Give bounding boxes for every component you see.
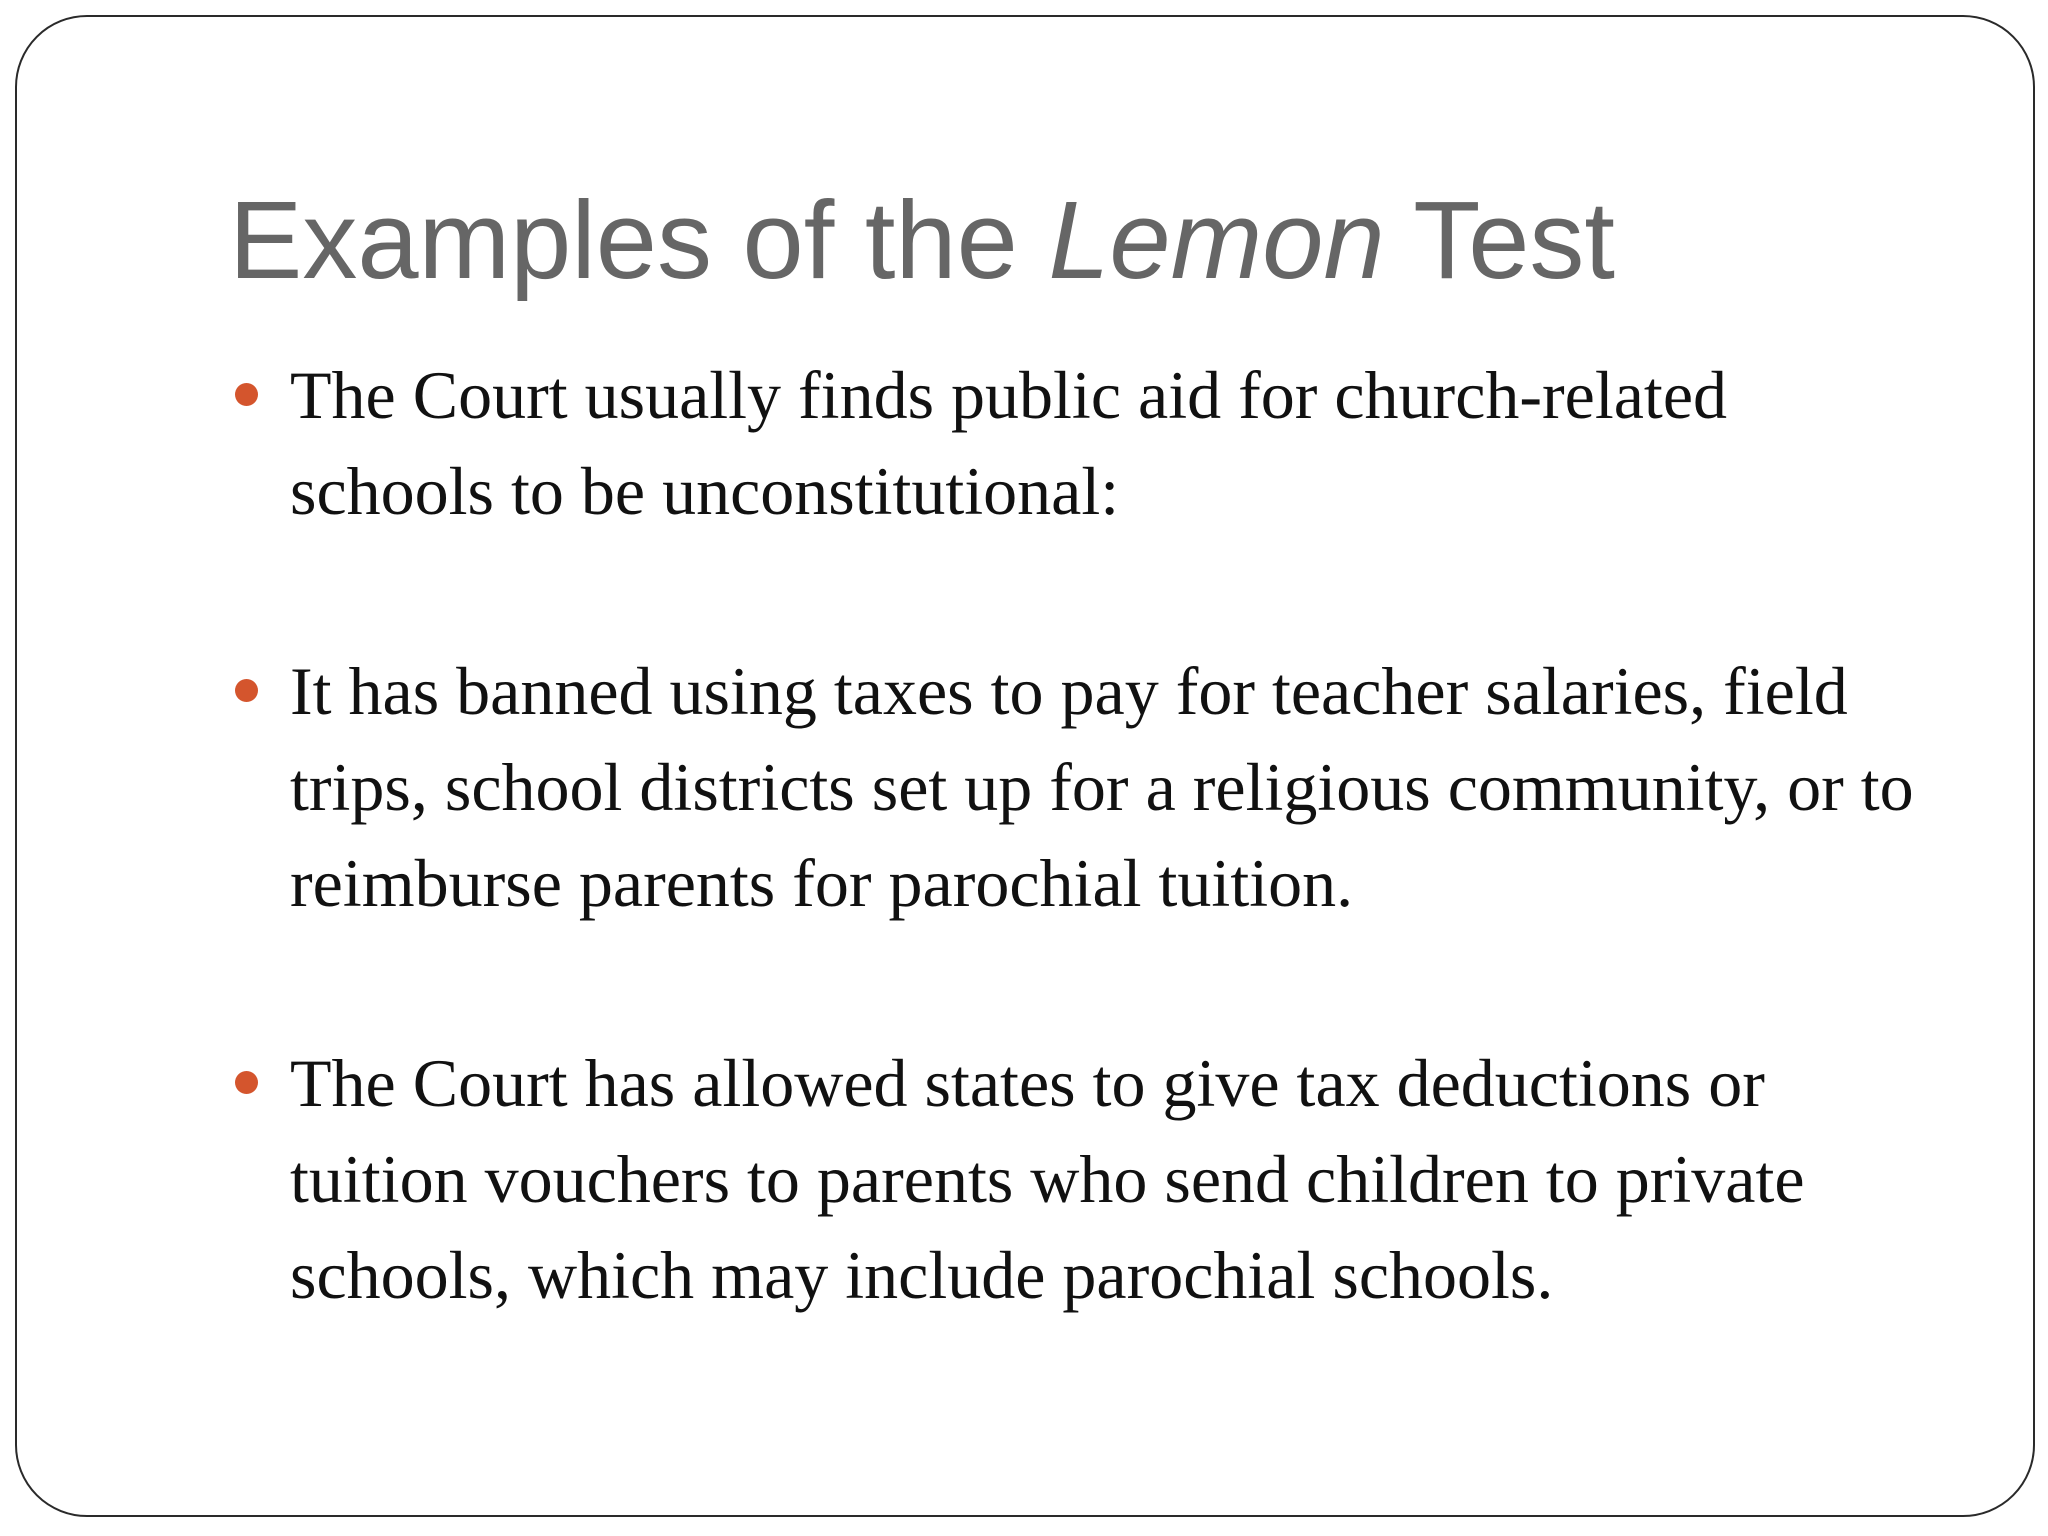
bullet-text: The Court has allowed states to give tax deductions or tuition vouchers to parents who send children to private schools, which may include parochial schools. (290, 1045, 1805, 1313)
title-text: Examples of the (229, 179, 1049, 302)
bullet-item (229, 1035, 1929, 1323)
slide (15, 15, 2035, 1517)
bullet-dot-icon (235, 1071, 258, 1094)
title-italic-text: Lemon (1048, 179, 1385, 302)
bullet-text: The Court usually finds public aid for church-related schools to be unconstitutional: (290, 357, 1727, 529)
bullet-dot-icon (235, 679, 258, 702)
bullet-item (229, 347, 1929, 539)
bullet-list (229, 347, 1929, 1427)
title-text-end: Test (1384, 179, 1615, 302)
bullet-item (229, 643, 1929, 931)
bullet-dot-icon (235, 383, 258, 406)
bullet-text: It has banned using taxes to pay for teacher salaries, field trips, school districts set up for a religious community, or to reimburse parents for parochial tuition. (290, 653, 1914, 921)
slide-title (229, 175, 1979, 307)
